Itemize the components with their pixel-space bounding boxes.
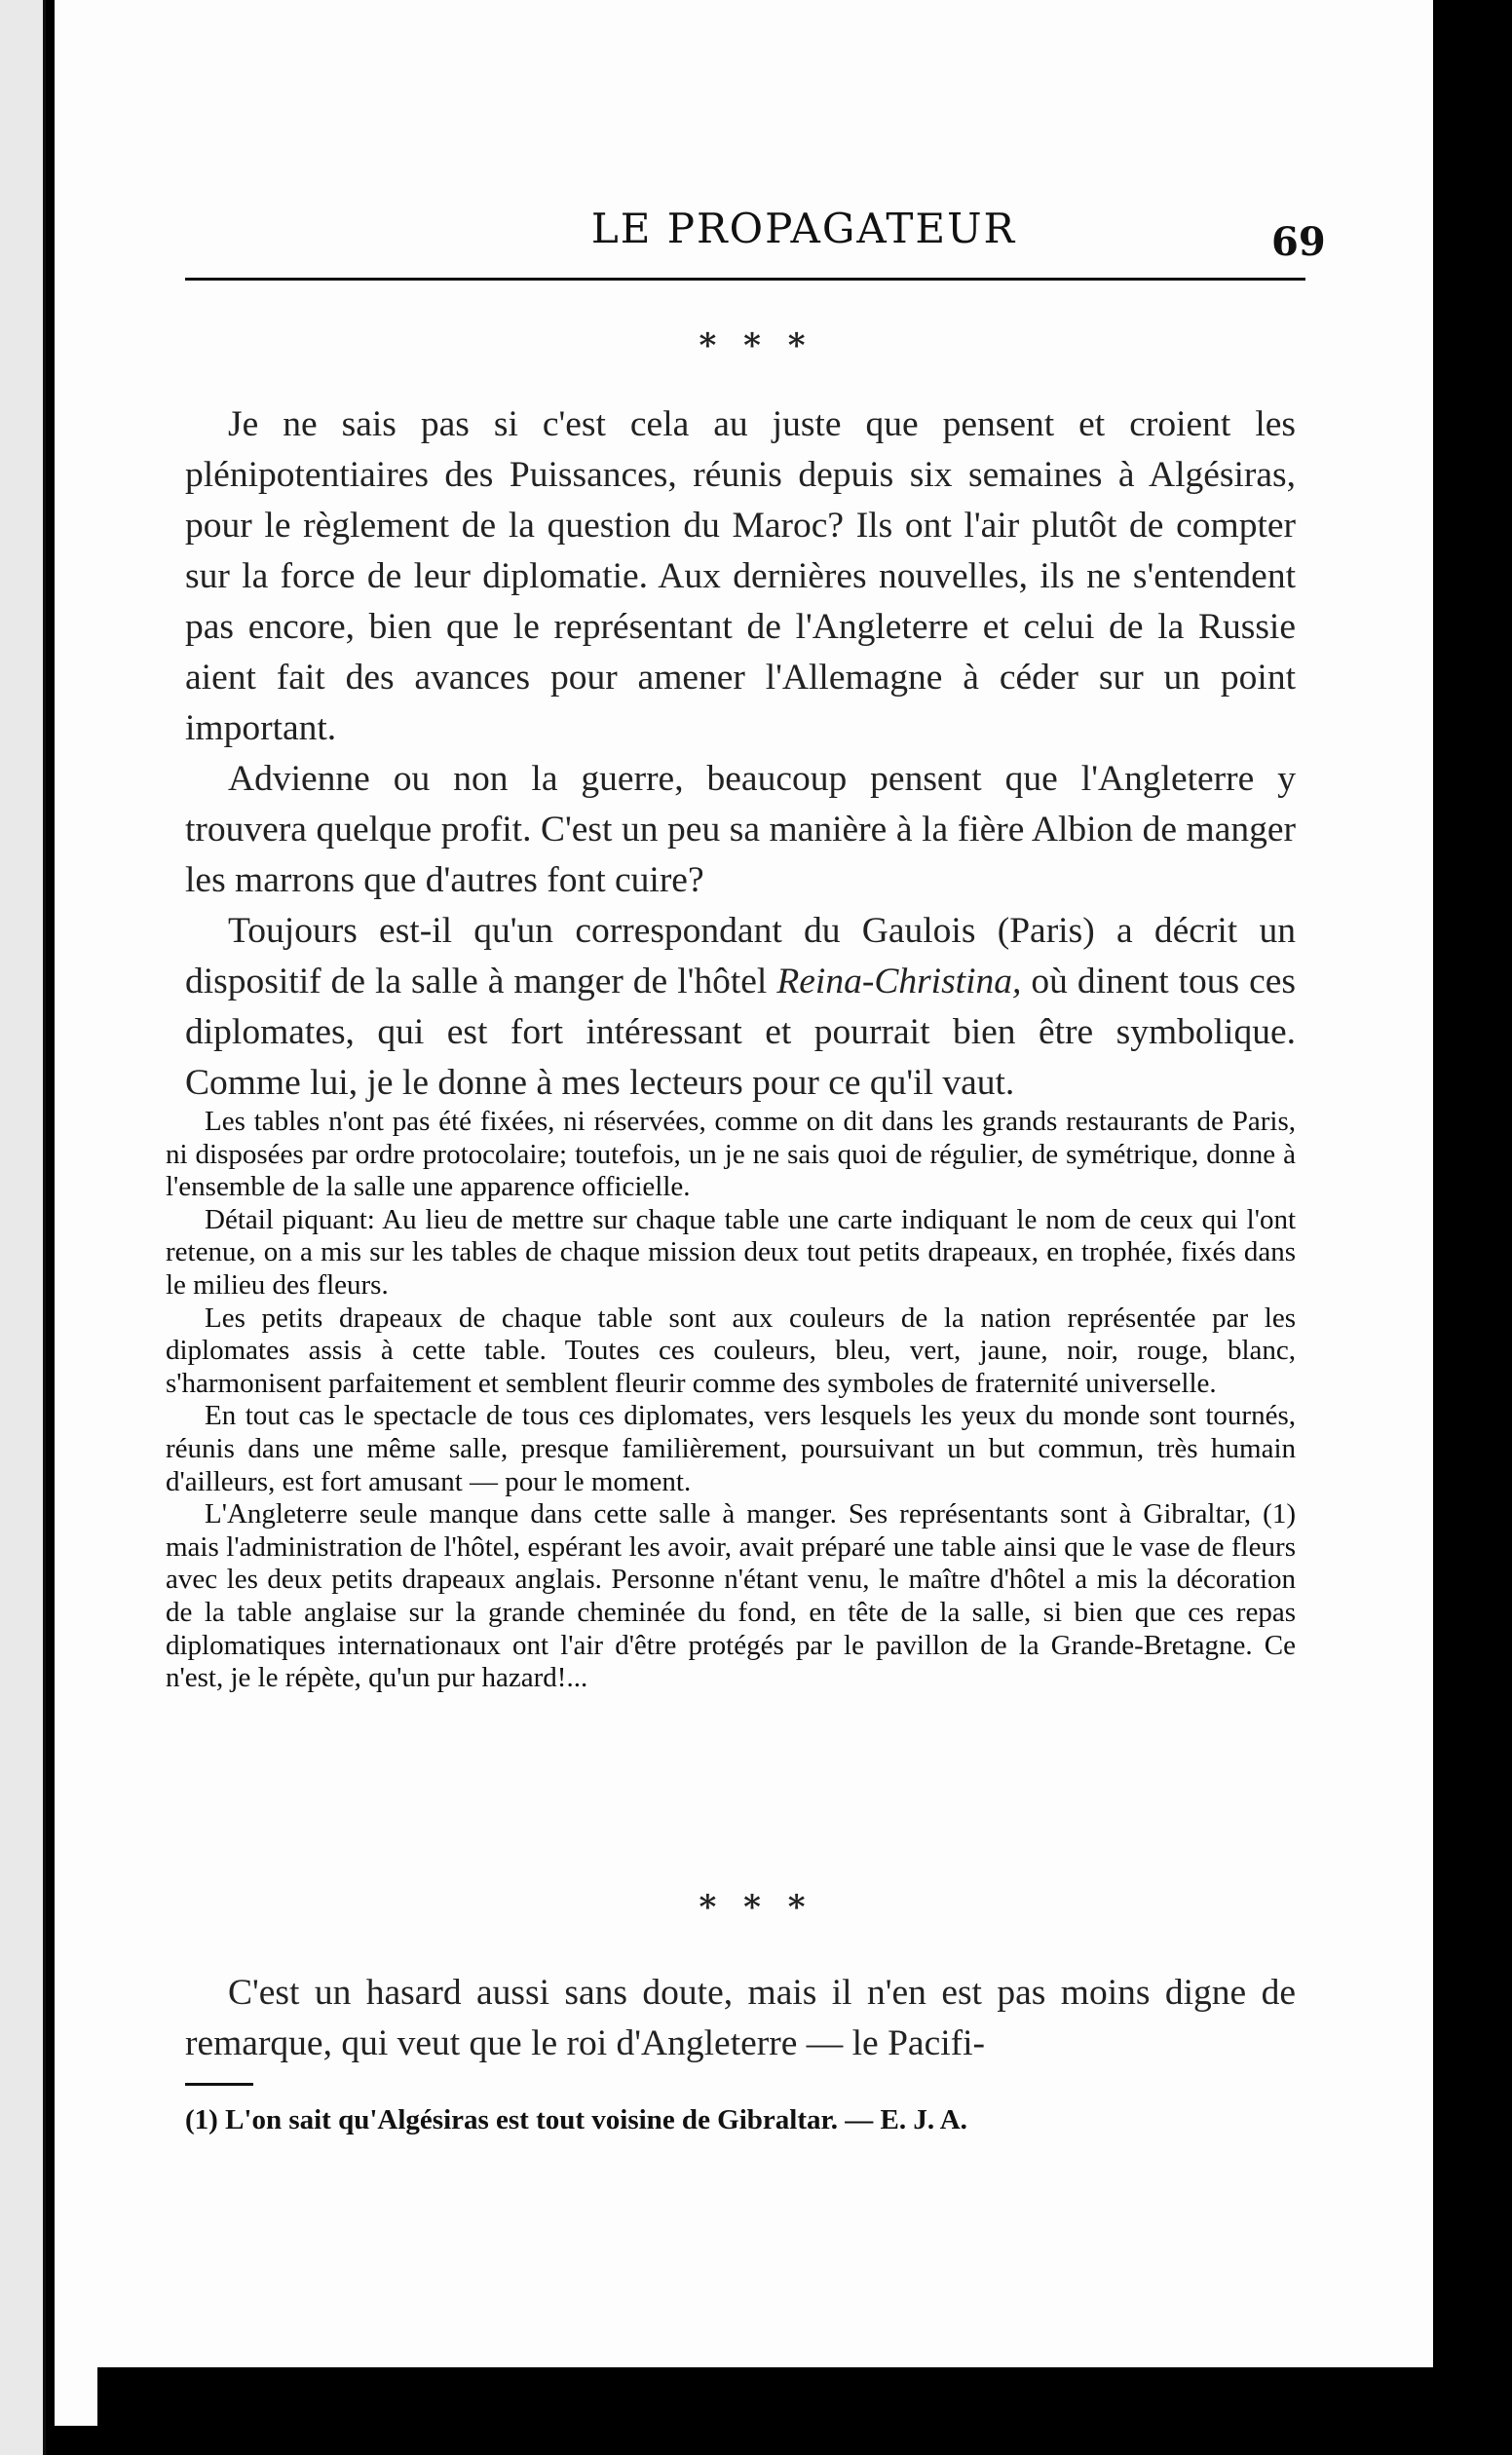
section-separator: * * * [699,1888,813,1927]
footnote-rule [185,2083,253,2086]
scan-border [97,2367,1461,2455]
quote-paragraph: Les petits drapeaux de chaque table sont aux couleurs de la nation représentée par les diplomates assis à cette table. Toutes ces couleurs, bleu, vert, jaune, noir, rouge, blanc, s'harmonisent parfaitement et semblent fleurir comme des symboles de fraternité universelle. [166,1302,1296,1399]
text-run: Toujours est-il qu'un correspondant du Gaulois (Paris) a décrit un dispositif de la salle à manger de l'hôtel [185,911,1296,1001]
footnote: (1) L'on sait qu'Algésiras est tout voisine de Gibraltar. — E. J. A. [185,2104,967,2135]
hotel-name: Reina-Christina, [776,962,1022,1001]
quote-paragraph: Détail piquant: Au lieu de mettre sur chaque table une carte indiquant le nom de ceux qui l'ont retenue, on a mis sur les tables de chaque mission deux tout petits drapeaux, en trophée, fixés dans le milieu des fleurs. [166,1203,1296,1301]
body-section-2 [185,1968,1296,2069]
body-section-1 [185,399,1296,1109]
quote-paragraph: L'Angleterre seule manque dans cette salle à manger. Ses représentants sont à Gibraltar, (1) mais l'administration de l'hôtel, espérant les avoir, avait préparé une table ainsi que le vase de fleurs avec les deux petits drapeaux anglais. Personne n'étant venu, le maître d'hôtel a mis la décoration de la table anglaise sur la grande cheminée du fond, en tête de la salle, si bien que ces repas diplomatiques internationaux ont l'air d'être protégés par le pavillon de la Grande-Bretagne. Ce n'est, je le répète, qu'un pur hazard!... [166,1498,1296,1694]
page-number: 69 [1271,219,1326,265]
quote-paragraph: Les tables n'ont pas été fixées, ni réservées, comme on dit dans les grands restaurants de Paris, ni disposées par ordre protocolaire; toutefois, un je ne sais quoi de régulier, de symétrique, donne à l'ensemble de la salle une apparence officielle. [166,1106,1296,1203]
paragraph: Je ne sais pas si c'est cela au juste que pensent et croient les plénipotentiaires des Puissances, réunis depuis six semaines à Algésiras, pour le règlement de la question du Maroc? Ils ont l'air plutôt de compter sur la force de leur diplomatie. Aux dernières nouvelles, ils ne s'entendent pas encore, bien que le représentant de l'Angleterre et celui de la Russie aient fait des avances pour amener l'Allemagne à céder sur un point important. [185,404,1296,748]
paragraph: Advienne ou non la guerre, beaucoup pensent que l'Angleterre y trouvera quelque profit. C'est un peu sa manière à la fière Albion de manger les marrons que d'autres font cuire? [185,759,1296,900]
paragraph [185,906,1296,1109]
header-rule [185,278,1305,281]
paragraph: C'est un hasard aussi sans doute, mais il n'en est pas moins digne de remarque, qui veut que le roi d'Angleterre — le Pacifi- [185,1973,1296,2063]
quoted-excerpt [166,1106,1296,1695]
running-title: LE PROPAGATEUR [590,205,1017,252]
adjacent-page-edge [0,0,46,2455]
text-run: où dinent tous ces diplomates, qui est fort intéressant et pourrait bien être symbolique. Comme lui, je le donne à mes lecteurs pour ce qu'il vaut. [185,962,1296,1103]
section-separator: * * * [699,326,813,365]
quote-paragraph: En tout cas le spectacle de tous ces diplomates, vers lesquels les yeux du monde sont tournés, réunis dans une même salle, presque familièrement, poursuivant un but commun, très humain d'ailleurs, est fort amusant — pour le moment. [166,1400,1296,1497]
